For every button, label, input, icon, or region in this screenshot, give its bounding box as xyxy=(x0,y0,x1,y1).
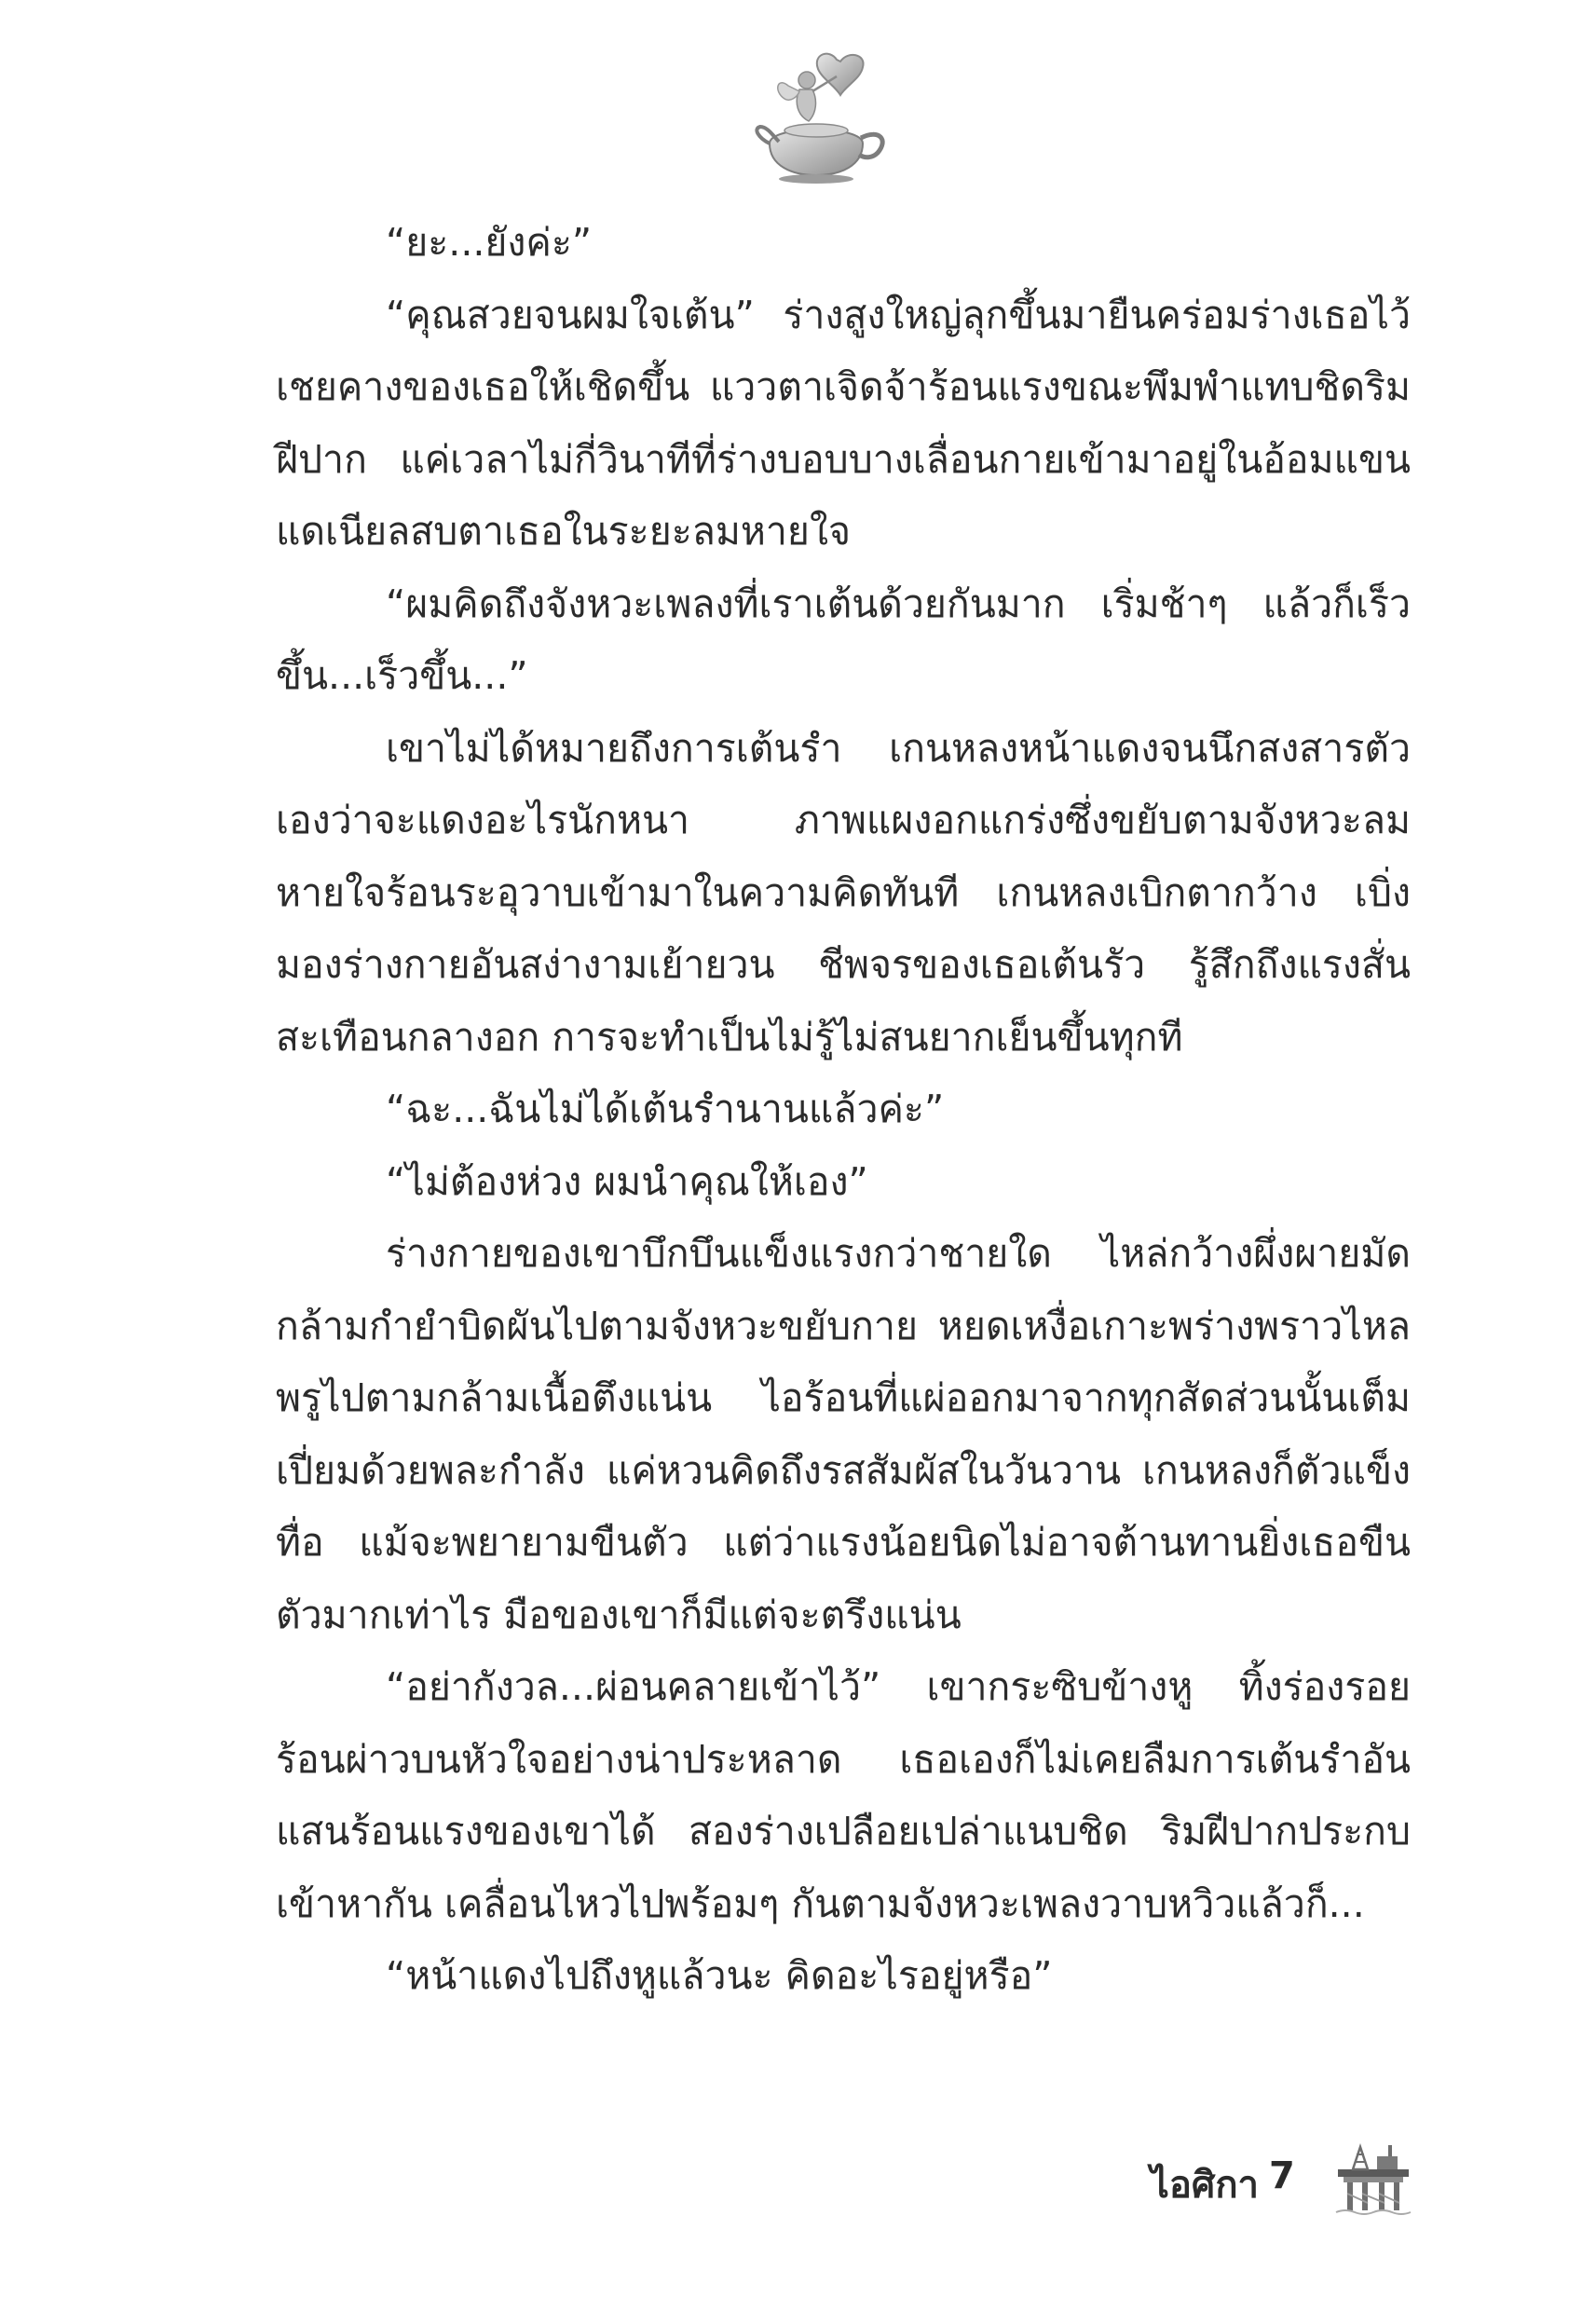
paragraph: “อย่ากังวล...ผ่อนคลายเข้าไว้” เขากระซิบข้างหู ทิ้งร่องรอยร้อนผ่าวบนหัวใจอย่างน่าประหลาด เธอเองก็ไม่เคยลืมการเต้นรำอันแสนร้อนแรงของเขาได้ สองร่างเปลือยเปล่าแนบชิด ริมฝีปากประกบเข้าหากัน เคลื่อนไหวไปพร้อมๆ กันตามจังหวะเพลงวาบหวิวแล้วก็... xyxy=(276,1664,1411,1926)
oil-rig-icon xyxy=(1334,2141,1412,2216)
teapot-cupid-heart-icon xyxy=(751,48,900,188)
paragraph: “ฉะ...ฉันไม่ได้เต้นรำนานแล้วค่ะ” xyxy=(386,1087,945,1131)
book-title: ไอศิกา xyxy=(1150,2164,1259,2207)
page-footer xyxy=(0,2134,1596,2227)
body-text xyxy=(276,207,1411,2013)
paragraph: ร่างกายของเขาบึกบึนแข็งแรงกว่าชายใด ไหล่กว้างผึ่งผายมัดกล้ามกำยำบิดผันไปตามจังหวะขยับกาย หยดเหงื่อเกาะพร่างพราวไหลพรูไปตามกล้ามเนื้อตึงแน่น ไอร้อนที่แผ่ออกมาจากทุกสัดส่วนนั้นเต็มเปี่ยมด้วยพละกำลัง แค่หวนคิดถึงรสสัมผัสในวันวาน เกนหลงก็ตัวแข็งทื่อ แม้จะพยายามขืนตัว แต่ว่าแรงน้อยนิดไม่อาจต้านทานยิ่งเธอขืนตัวมากเท่าไร มือของเขาก็มีแต่จะตรึงแน่น xyxy=(276,1231,1411,1637)
paragraph: “ผมคิดถึงจังหวะเพลงที่เราเต้นด้วยกันมาก เริ่มช้าๆ แล้วก็เร็วขึ้น...เร็วขึ้น...” xyxy=(276,581,1411,698)
page-number: 7 xyxy=(1269,2154,1295,2197)
paragraph: “คุณสวยจนผมใจเต้น” ร่างสูงใหญ่ลุกขึ้นมายืนคร่อมร่างเธอไว้ เชยคางของเธอให้เชิดขึ้น แววตาเจิดจ้าร้อนแรงขณะพึมพำแทบชิดริมฝีปาก แค่เวลาไม่กี่วินาทีที่ร่างบอบบางเลื่อนกายเข้ามาอยู่ในอ้อมแขนแดเนียลสบตาเธอในระยะลมหายใจ xyxy=(276,292,1411,554)
paragraph: “หน้าแดงไปถึงหูแล้วนะ คิดอะไรอยู่หรือ” xyxy=(386,1953,1053,1998)
paragraph: เขาไม่ได้หมายถึงการเต้นรำ เกนหลงหน้าแดงจนนึกสงสารตัวเองว่าจะแดงอะไรนักหนา ภาพแผงอกแกร่งซึ่งขยับตามจังหวะลมหายใจร้อนระอุวาบเข้ามาในความคิดทันที เกนหลงเบิกตากว้าง เบิ่งมองร่างกายอันสง่างามเย้ายวน ชีพจรของเธอเต้นรัว รู้สึกถึงแรงสั่นสะเทือนกลางอก การจะทำเป็นไม่รู้ไม่สนยากเย็นขึ้นทุกที xyxy=(276,725,1411,1060)
paragraph: “ยะ...ยังค่ะ” xyxy=(386,220,593,265)
paragraph: “ไม่ต้องห่วง ผมนำคุณให้เอง” xyxy=(386,1158,868,1204)
